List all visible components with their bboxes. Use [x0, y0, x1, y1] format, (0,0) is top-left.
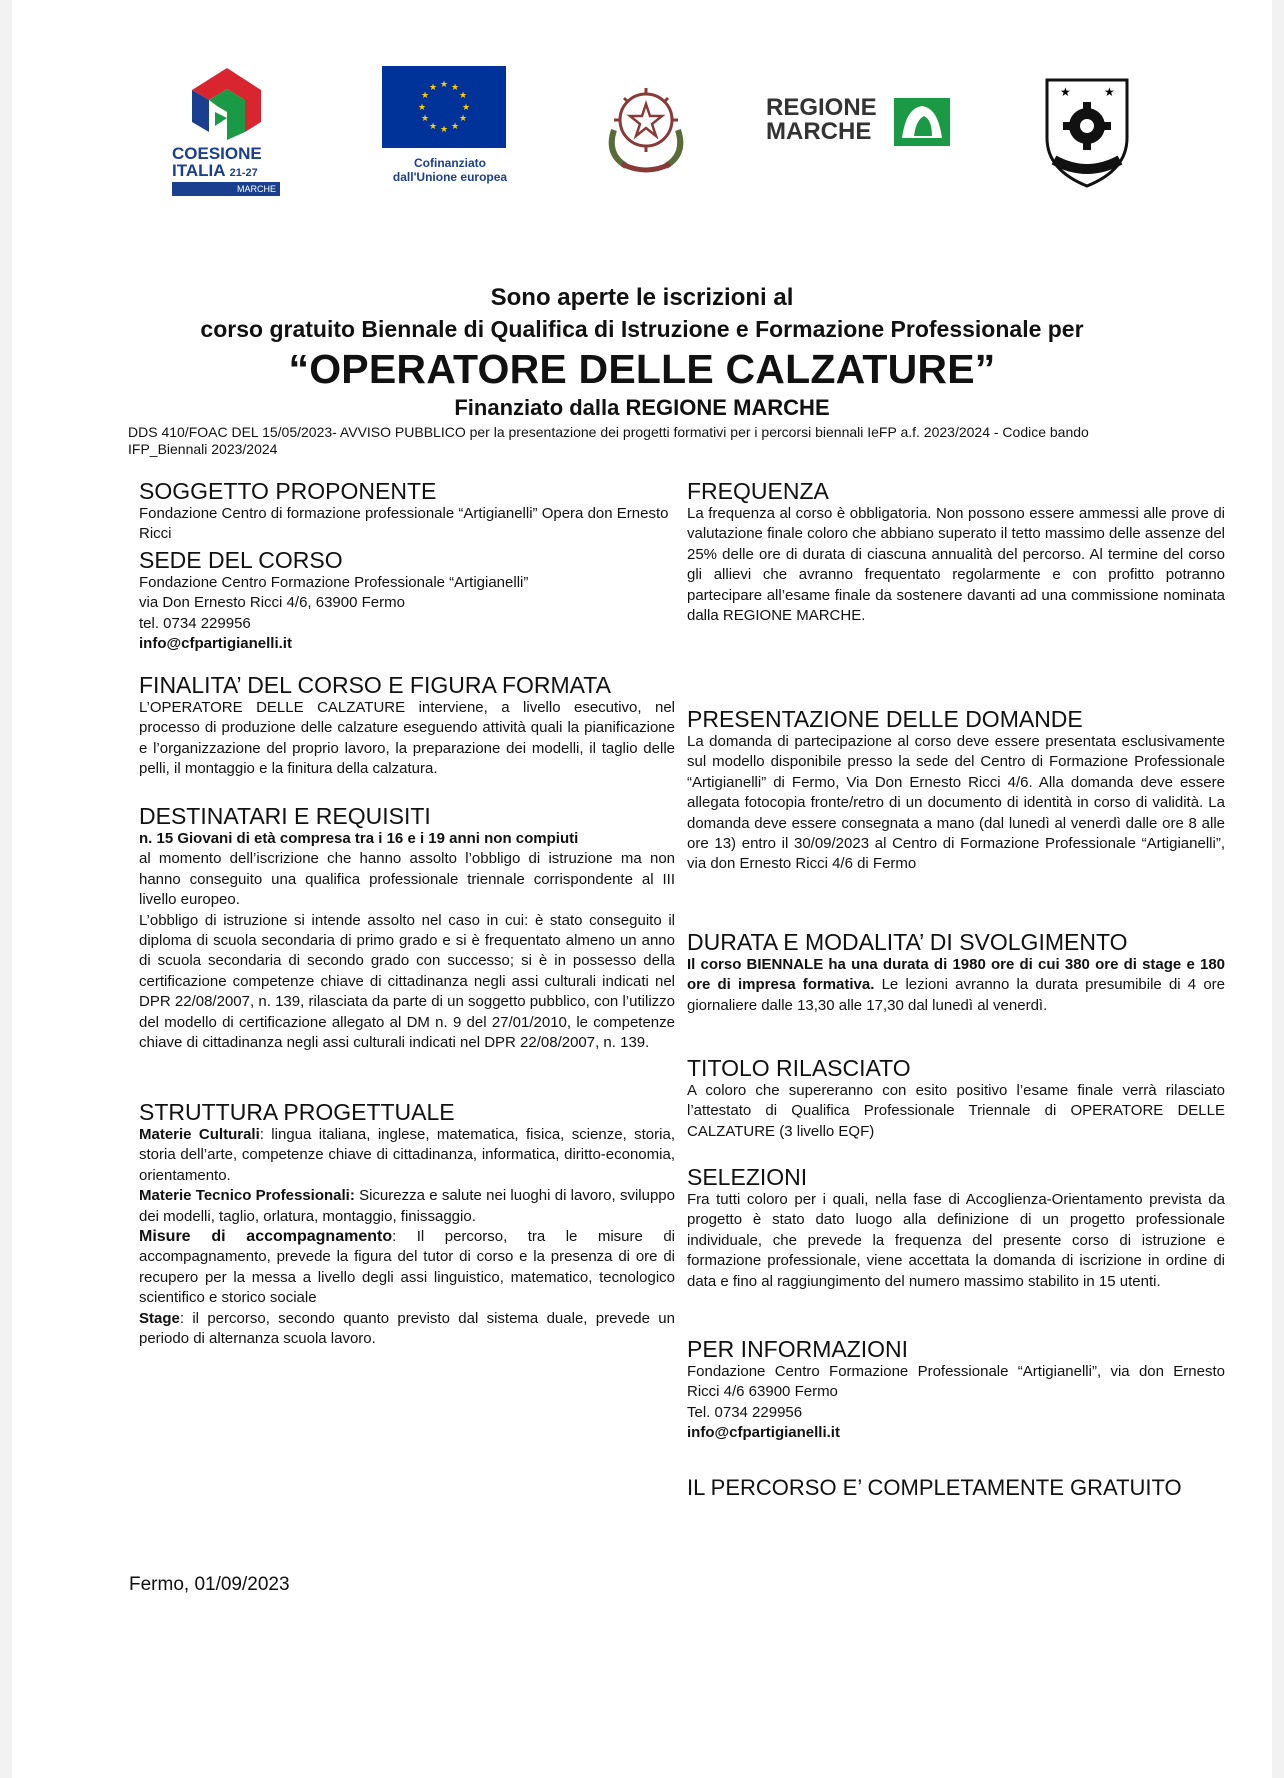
misure-text: : Il percorso, tra le misure di accompagnamento, prevede la figura del tutor di corso e la presenza di ore di recupero per la messa a livello degli assi linguistico, matematico, tecnologico scientifico e storico sociale — [139, 1228, 675, 1307]
selezioni-section — [687, 1164, 1225, 1292]
soggetto-title: SOGGETTO PROPONENTE — [139, 478, 437, 504]
selezioni-text: Fra tutti coloro per i quali, nella fase di Accoglienza-Orientamento prevista da progetto è stato dato luogo alla definizione di un progetto professionale individuale, che prevede la frequenza del presente corso di istruzione e formazione professionale, viene accettata la domanda di iscrizione in ordine di data e fino al raggiungimento del numero massimo stabilito in 15 utenti. — [687, 1191, 1225, 1290]
destinatari-bold: n. 15 Giovani di età compresa tra i 16 e i 19 anni non compiuti — [139, 830, 579, 847]
destinatari-text1: al momento dell’iscrizione che hanno assolto l’obbligo di istruzione ma non hanno conseguito una qualifica professionale triennale corrispondente al III livello europeo. — [139, 850, 675, 909]
misure-label: Misure di accompagnamento — [139, 1228, 393, 1246]
stage-label: Stage — [139, 1309, 180, 1327]
eu-logo — [368, 66, 518, 196]
finalita-section — [139, 672, 675, 780]
durata-title: DURATA E MODALITA’ DI SVOLGIMENTO — [687, 929, 1128, 955]
durata-text: Le lezioni avranno la durata presumibile di 4 ore giornaliere dalle 13,30 alle 17,30 dal lunedì al venerdì. — [687, 976, 1225, 1014]
soggetto-section — [139, 478, 675, 545]
finalita-text: L’OPERATORE DELLE CALZATURE interviene, a livello esecutivo, nel processo di produzione delle calzature eseguendo attività quali la pianificazione e l’organizzazione del proprio lavoro, la preparazione dei modelli, il taglio delle pelli, il montaggio e la finitura della calzatura. — [139, 699, 675, 778]
repubblica-emblem — [596, 74, 706, 184]
culturali-text: : lingua italiana, inglese, matematica, fisica, scienze, storia, storia dell’arte, competenze chiave di cittadinanza, informatica, diritto-economia, orientamento. — [139, 1126, 675, 1184]
coesione-line1: COESIONE — [172, 144, 262, 163]
eu-line1: Cofinanziato — [414, 156, 486, 170]
struttura-section — [139, 1099, 675, 1349]
dds-reference: DDS 410/FOAC DEL 15/05/2023- AVVISO PUBBLICO per la presentazione dei progetti formativi per i percorsi biennali IeFP a.f. 2023/2024 - Codice bando IFP_Biennali 2023/2024 — [128, 424, 1089, 457]
coesione-line2: ITALIA — [172, 161, 225, 180]
sede-line2: via Don Ernesto Ricci 4/6, 63900 Fermo — [139, 594, 405, 612]
svg-text:★: ★ — [439, 80, 449, 90]
artigianelli-shield-logo — [1042, 78, 1132, 190]
svg-text:★: ★ — [428, 83, 438, 93]
svg-text:★: ★ — [450, 83, 460, 93]
svg-text:★: ★ — [458, 114, 468, 124]
repubblica-emblem-icon — [596, 74, 696, 178]
culturali-label: Materie Culturali — [139, 1126, 260, 1143]
svg-text:★: ★ — [1104, 85, 1115, 99]
svg-text:★: ★ — [450, 122, 460, 132]
destinatari-section — [139, 803, 675, 1053]
intro-heading: Sono aperte le iscrizioni al — [490, 284, 794, 311]
titolo-section — [687, 1055, 1225, 1142]
issue-date: Fermo, 01/09/2023 — [129, 1574, 290, 1595]
titolo-title: TITOLO RILASCIATO — [687, 1055, 911, 1081]
soggetto-text: Fondazione Centro di formazione professionale “Artigianelli” Opera don Ernesto Ricci — [139, 505, 669, 543]
finalita-title: FINALITA’ DEL CORSO E FIGURA FORMATA — [139, 672, 611, 698]
destinatari-text2: L’obbligo di istruzione si intende assolto nel caso in cui: è stato conseguito il diploma di scuola secondaria di primo grado e si è frequentato almeno un anno di scuola secondaria di secondo grado con successo; si è in possesso della certificazione competenze chiave di cittadinanza negli assi culturali indicati nel DPR 22/08/2007, n. 139, rilasciata da parte di un soggetto pubblico, con l’utilizzo del modello di certificazione allegato al DM n. 9 del 27/01/2010, le competenze chiave di cittadinanza negli assi culturali indicati nel DPR 22/08/2007, n. 139. — [139, 911, 675, 1052]
regione-marche-mark-icon — [894, 98, 950, 146]
course-type-heading: corso gratuito Biennale di Qualifica di Istruzione e Formazione Professionale per — [200, 316, 1084, 342]
svg-text:★: ★ — [1060, 85, 1071, 99]
presentazione-text: La domanda di partecipazione al corso deve essere presentata esclusivamente sul modello disponibile presso la sede del Centro di Formazione Professionale “Artigianelli” di Fermo, Via Don Ernesto Ricci 4/6. Alla domanda deve essere allegata fotocopia fronte/retro di un documento di identità in corso di validità. La domanda deve essere consegnata a mano (dal lunedì al venerdì dalle ore 8 alle ore 13) entro il 30/09/2023 al Centro di Formazione Professionale “Artigianelli”, via don Ernesto Ricci 4/6 di Fermo — [687, 733, 1225, 873]
info-email[interactable]: info@cfpartigianelli.it — [687, 1424, 840, 1442]
coesione-mark-icon — [157, 62, 287, 140]
info-section — [687, 1336, 1225, 1444]
regione-line2: MARCHE — [766, 118, 872, 145]
eu-line2: dall'Unione europea — [392, 170, 508, 184]
funding-heading: Finanziato dalla REGIONE MARCHE — [454, 395, 830, 420]
svg-text:★: ★ — [420, 91, 430, 101]
course-title: “OPERATORE DELLE CALZATURE” — [288, 346, 996, 392]
regione-marche-logo — [766, 94, 956, 158]
svg-text:★: ★ — [420, 114, 430, 124]
durata-bold: Il corso BIENNALE ha una durata di 1980 ore di cui 380 ore di stage e 180 ore di impresa formativa. — [687, 956, 1225, 994]
tecniche-text: Sicurezza e salute nei luoghi di lavoro, sviluppo dei modelli, taglio, orlatura, montaggio, finissaggio. — [139, 1187, 675, 1225]
presentazione-title: PRESENTAZIONE DELLE DOMANDE — [687, 706, 1083, 732]
frequenza-title: FREQUENZA — [687, 478, 829, 504]
sede-line3: tel. 0734 229956 — [139, 614, 251, 632]
svg-text:★: ★ — [461, 103, 471, 113]
gratuito-statement: IL PERCORSO E’ COMPLETAMENTE GRATUITO — [687, 1475, 1182, 1500]
info-title: PER INFORMAZIONI — [687, 1336, 909, 1362]
tecniche-label: Materie Tecnico Professionali: — [139, 1187, 355, 1205]
flyer-page — [12, 0, 1272, 1778]
artigianelli-shield-icon — [1042, 78, 1132, 190]
coesione-italia-logo — [157, 62, 287, 202]
svg-text:★: ★ — [428, 122, 438, 132]
svg-text:★: ★ — [417, 103, 427, 113]
destinatari-title: DESTINATARI E REQUISITI — [139, 803, 431, 829]
titolo-text: A coloro che supereranno con esito positivo l’esame finale verrà rilasciato l’attestato di Qualifica Professionale Triennale di OPERATORE DELLE CALZATURE (3 livello EQF) — [687, 1082, 1225, 1140]
info-line1: Fondazione Centro Formazione Professionale “Artigianelli”, via don Ernesto Ricci 4/6 63900 Fermo — [687, 1363, 1225, 1401]
durata-section — [687, 929, 1225, 1016]
selezioni-title: SELEZIONI — [687, 1164, 808, 1190]
coesione-years: 21-27 — [229, 167, 258, 179]
info-line2: Tel. 0734 229956 — [687, 1403, 803, 1421]
frequenza-section — [687, 478, 1225, 626]
svg-text:★: ★ — [439, 125, 449, 135]
sede-section — [139, 547, 675, 655]
frequenza-text: La frequenza al corso è obbligatoria. Non possono essere ammessi alle prove di valutazione finale coloro che abbiano superato il tetto massimo delle assenze del 25% delle ore di durata di ciascuna annualità del percorso. Al termine del corso gli allievi che avranno frequentato regolarmente e con profitto potranno partecipare all’esame finale da sostenere davanti ad una commissione nominata dalla REGIONE MARCHE. — [687, 505, 1225, 625]
coesione-region: MARCHE — [172, 182, 280, 196]
sede-line1: Fondazione Centro Formazione Professionale “Artigianelli” — [139, 574, 529, 591]
sede-email[interactable]: info@cfpartigianelli.it — [139, 635, 292, 653]
stage-text: : il percorso, secondo quanto previsto dal sistema duale, prevede un periodo di alternanza scuola lavoro. — [139, 1309, 675, 1348]
eu-flag-icon — [382, 66, 506, 148]
presentazione-section — [687, 706, 1225, 875]
regione-line1: REGIONE — [766, 94, 877, 121]
sede-title: SEDE DEL CORSO — [139, 547, 343, 573]
struttura-title: STRUTTURA PROGETTUALE — [139, 1099, 455, 1125]
svg-text:★: ★ — [458, 91, 468, 101]
